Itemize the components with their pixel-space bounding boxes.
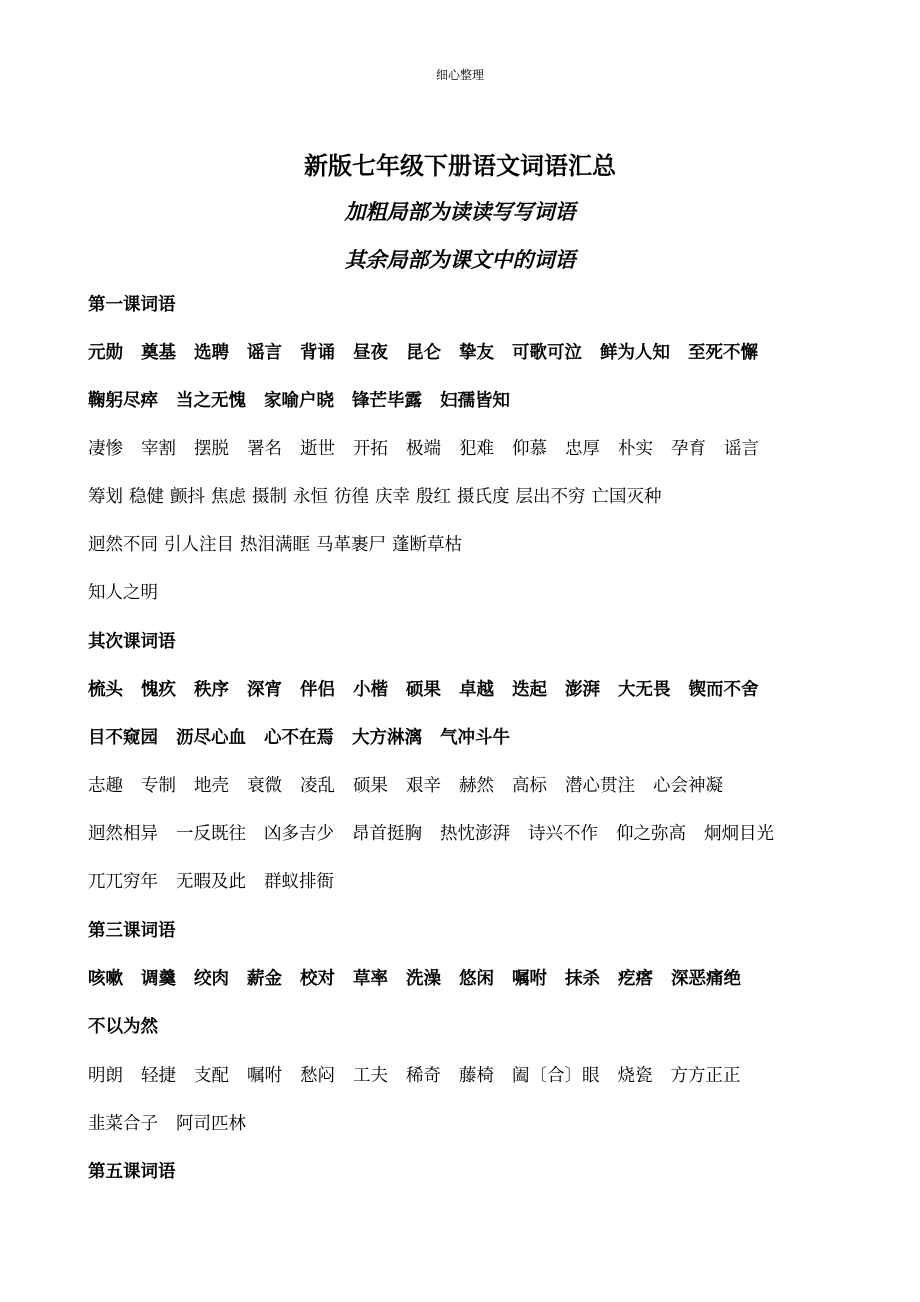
word: 校对 (300, 969, 335, 989)
word: 署名 (247, 439, 282, 459)
word: 深宵 (247, 680, 282, 700)
word: 咳嗽 (88, 969, 123, 989)
word-line (88, 437, 848, 461)
word: 一反既往 (176, 824, 246, 844)
word: 选聘 (194, 343, 229, 363)
word: 轻捷 (141, 1066, 176, 1086)
word-line (88, 774, 848, 798)
word: 大无畏 (618, 680, 671, 700)
word: 卓越 (459, 680, 494, 700)
word: 心不在焉 (264, 728, 334, 748)
word: 沥尽心血 (176, 728, 246, 748)
word: 赫然 (459, 776, 494, 796)
word: 锋芒毕露 (352, 391, 422, 411)
word: 庆幸 (375, 487, 410, 507)
section-heading-lesson-2: 其次课词语 (88, 632, 176, 652)
word: 群蚁排衙 (264, 872, 334, 892)
word: 韭菜合子 (88, 1114, 158, 1134)
word: 支配 (194, 1066, 229, 1086)
word: 谣言 (247, 343, 282, 363)
word-line (88, 967, 848, 991)
word: 家喻户晓 (264, 391, 334, 411)
subtitle-normal-note: 其余局部为课文中的词语 (344, 247, 576, 272)
word: 当之无愧 (176, 391, 246, 411)
word: 志趣 (88, 776, 123, 796)
word: 忠厚 (565, 439, 600, 459)
word: 马革裹尸 (316, 535, 386, 555)
word: 昼夜 (353, 343, 388, 363)
word: 孕育 (671, 439, 706, 459)
word: 彷徨 (334, 487, 369, 507)
word: 永恒 (293, 487, 328, 507)
word: 愧疚 (141, 680, 176, 700)
word: 焦虑 (211, 487, 246, 507)
word: 目不窥园 (88, 728, 158, 748)
word: 艰辛 (406, 776, 441, 796)
word: 梳头 (88, 680, 123, 700)
word: 嘱咐 (247, 1066, 282, 1086)
word: 阖〔合〕眼 (512, 1066, 600, 1086)
word: 嘱咐 (512, 969, 547, 989)
word: 稀奇 (406, 1066, 441, 1086)
word: 层出不穷 (515, 487, 586, 507)
word: 元勋 (88, 343, 123, 363)
word: 蓬断草枯 (392, 535, 462, 555)
word-line (88, 678, 848, 702)
word: 挚友 (459, 343, 494, 363)
word: 不以为然 (88, 1017, 158, 1037)
word: 热忱澎湃 (440, 824, 510, 844)
word: 硕果 (353, 776, 388, 796)
word: 摆脱 (194, 439, 229, 459)
word: 开拓 (353, 439, 388, 459)
word-line (88, 485, 848, 509)
word: 无暇及此 (176, 872, 246, 892)
word: 犯难 (459, 439, 494, 459)
word: 气冲斗牛 (440, 728, 510, 748)
word: 专制 (141, 776, 176, 796)
word: 锲而不舍 (688, 680, 759, 700)
word: 至死不懈 (688, 343, 758, 363)
word: 奠基 (141, 343, 176, 363)
word-line (88, 822, 848, 846)
word-line (88, 1064, 848, 1088)
word: 秩序 (194, 680, 229, 700)
word: 薪金 (247, 969, 282, 989)
word: 阿司匹林 (176, 1114, 246, 1134)
word: 硕果 (406, 680, 441, 700)
word: 烧瓷 (617, 1066, 653, 1086)
section-heading-lesson-1: 第一课词语 (88, 295, 176, 315)
word: 绞肉 (194, 969, 229, 989)
word: 朴实 (618, 439, 653, 459)
word-line (88, 1112, 848, 1136)
word: 热泪满眶 (240, 535, 310, 555)
word: 调羹 (141, 969, 176, 989)
word: 潜心贯注 (565, 776, 635, 796)
word: 高标 (512, 776, 547, 796)
page-header: 细心整理 (435, 68, 484, 82)
word: 知人之明 (88, 583, 158, 603)
section-heading-lesson-3: 第三课词语 (88, 921, 176, 941)
word: 摄氏度 (457, 487, 510, 507)
word: 疙瘩 (618, 969, 653, 989)
word-line (88, 341, 848, 365)
word: 小楷 (353, 680, 388, 700)
word: 草率 (353, 969, 388, 989)
word: 极端 (406, 439, 441, 459)
word: 亡国灭种 (591, 487, 662, 507)
word: 昆仑 (406, 343, 441, 363)
word: 藤椅 (459, 1066, 494, 1086)
word: 心会神凝 (653, 776, 723, 796)
word: 方方正正 (670, 1066, 741, 1086)
word: 洗澡 (406, 969, 441, 989)
word: 迥然不同 (88, 535, 158, 555)
word: 衰微 (247, 776, 282, 796)
word: 背诵 (300, 343, 335, 363)
word: 凄惨 (88, 439, 123, 459)
word: 逝世 (300, 439, 335, 459)
word: 兀兀穷年 (88, 872, 158, 892)
word: 凌乱 (300, 776, 335, 796)
word: 迥然相异 (88, 824, 158, 844)
word: 抹杀 (565, 969, 600, 989)
word: 稳健 (129, 487, 164, 507)
word: 迭起 (512, 680, 547, 700)
word: 炯炯目光 (704, 824, 774, 844)
word: 悠闲 (459, 969, 494, 989)
word: 诗兴不作 (528, 824, 598, 844)
word-line (88, 1015, 848, 1039)
word: 伴侣 (300, 680, 335, 700)
word: 仰之弥高 (616, 824, 686, 844)
word: 昂首挺胸 (352, 824, 422, 844)
word-line (88, 870, 848, 894)
word: 谣言 (724, 439, 759, 459)
word: 鞠躬尽瘁 (88, 391, 158, 411)
word-line (88, 389, 848, 413)
word: 鲜为人知 (600, 343, 670, 363)
word: 深恶痛绝 (671, 969, 741, 989)
subtitle-bold-note: 加粗局部为读读写写词语 (344, 199, 576, 224)
word: 仰慕 (512, 439, 547, 459)
section-heading-lesson-5: 第五课词语 (88, 1162, 176, 1182)
word-line (88, 581, 848, 605)
word: 愁闷 (300, 1066, 335, 1086)
word: 摄制 (252, 487, 287, 507)
word-line (88, 726, 848, 750)
word: 可歌可泣 (512, 343, 582, 363)
word: 工夫 (353, 1066, 388, 1086)
word: 筹划 (88, 487, 123, 507)
word: 殷红 (416, 487, 451, 507)
word: 明朗 (88, 1066, 123, 1086)
word: 大方淋漓 (352, 728, 422, 748)
word: 地壳 (194, 776, 229, 796)
word: 妇孺皆知 (440, 391, 510, 411)
word: 宰割 (141, 439, 176, 459)
word: 引人注目 (164, 535, 234, 555)
word: 凶多吉少 (264, 824, 334, 844)
word: 澎湃 (565, 680, 600, 700)
word-line (88, 533, 848, 557)
page-title: 新版七年级下册语文词语汇总 (304, 151, 616, 180)
word: 颤抖 (170, 487, 205, 507)
